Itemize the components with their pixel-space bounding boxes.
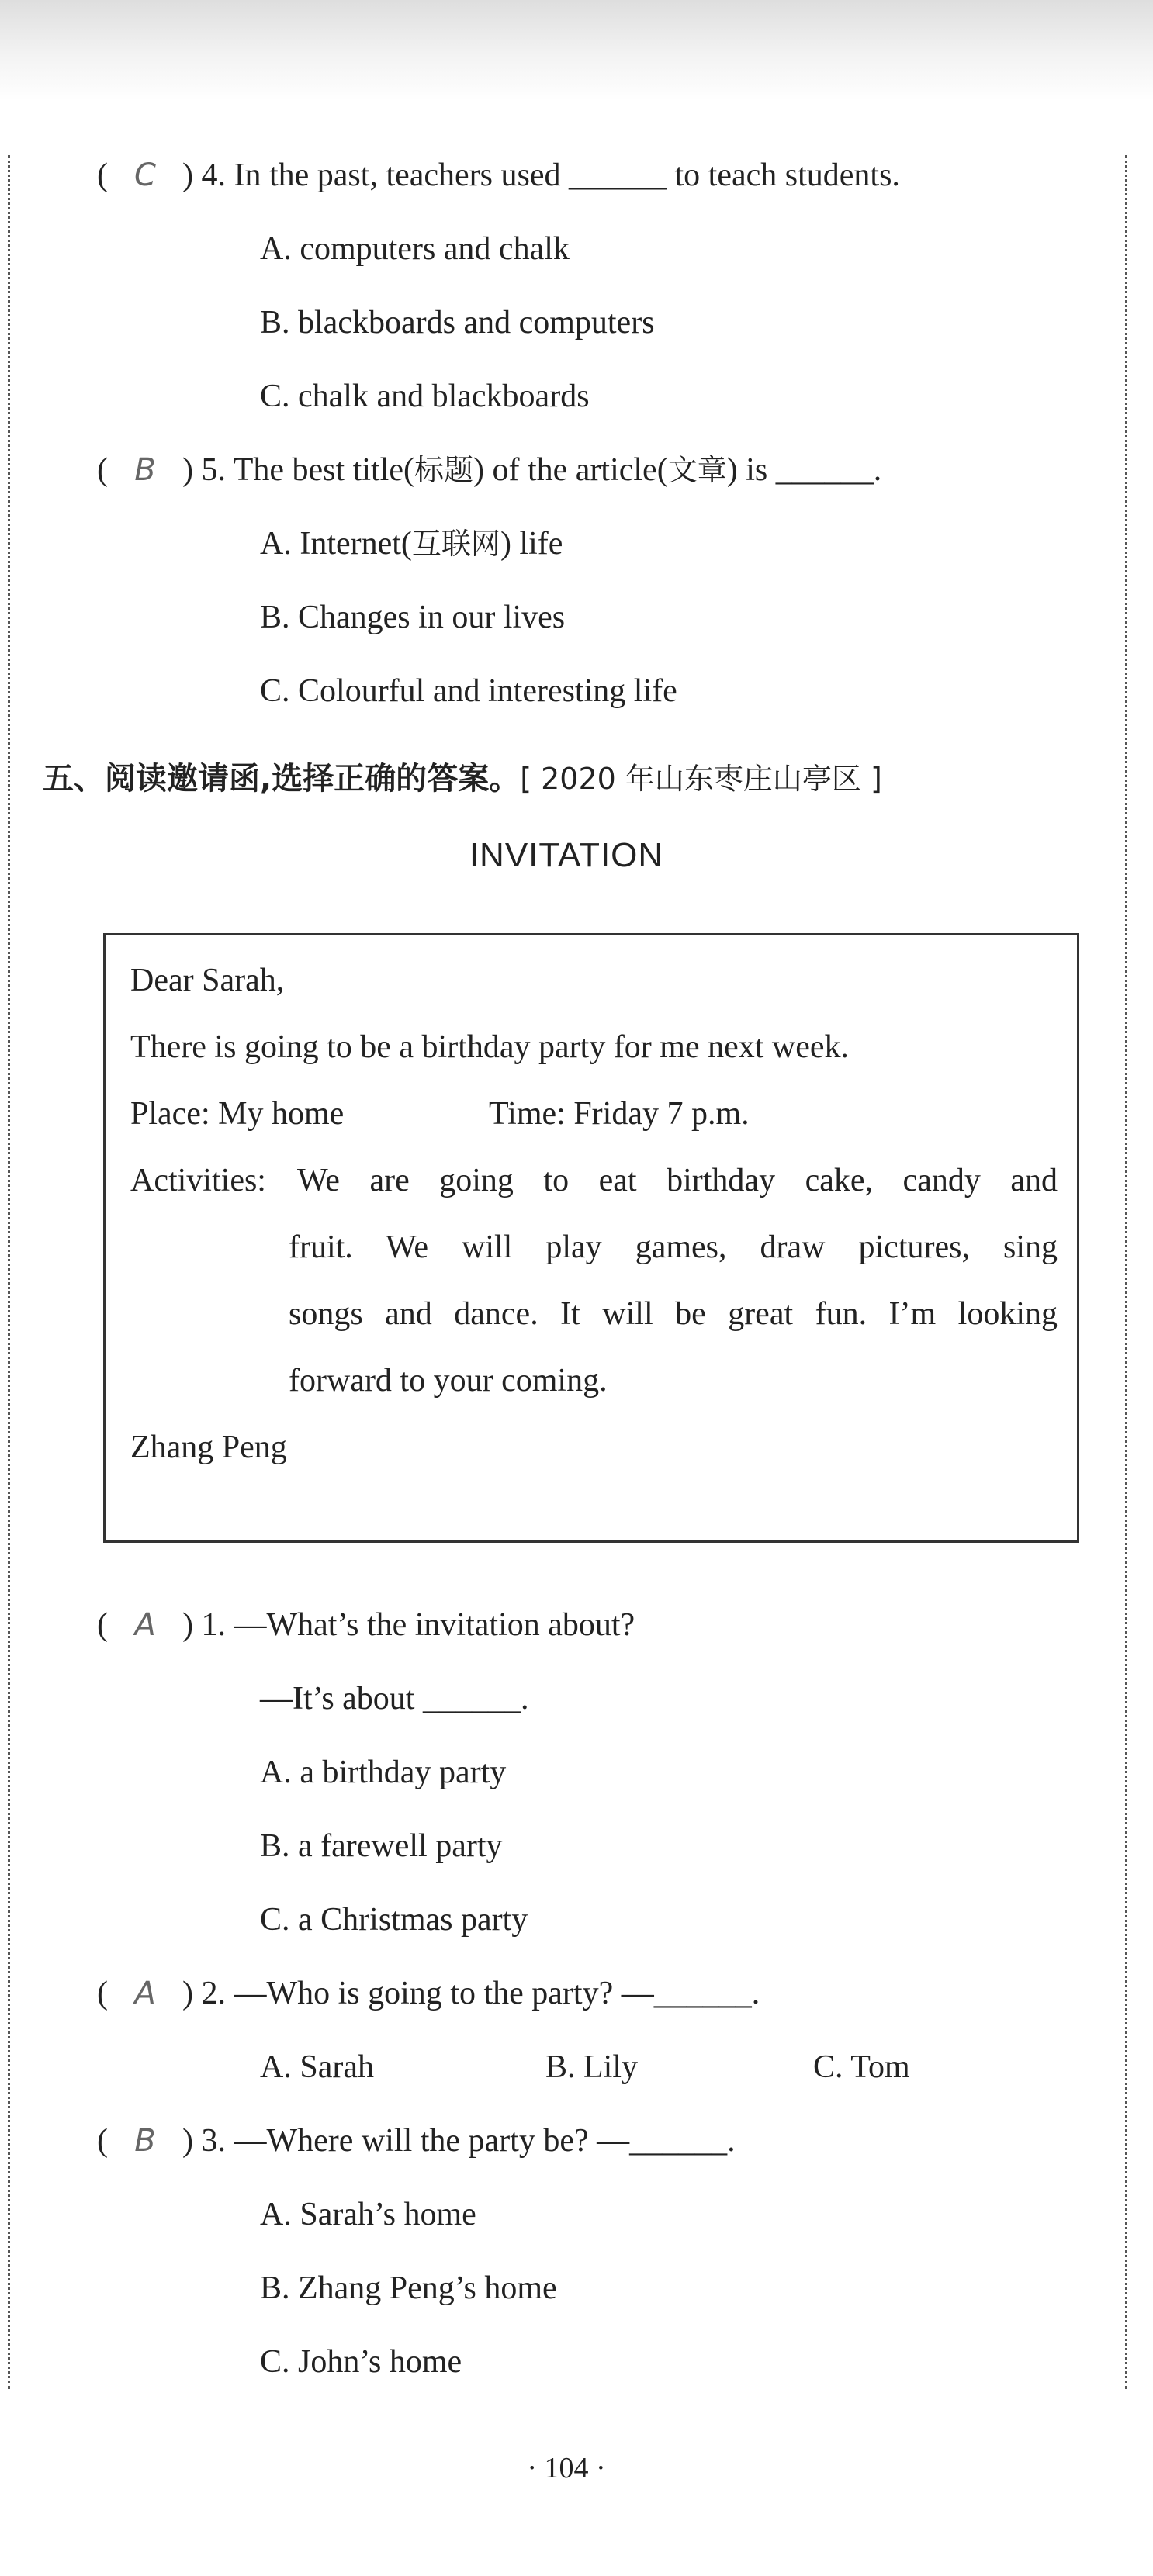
invitation-heading: INVITATION xyxy=(469,836,664,874)
answer-q5: B xyxy=(134,452,156,488)
letter-activities-line-2: fruit. We will play games, draw pictures, sing xyxy=(289,1229,1058,1265)
page-number: · 104 · xyxy=(527,2452,606,2484)
letter-signature: Zhang Peng xyxy=(130,1430,287,1465)
letter-line-1: There is going to be a birthday party for me next week. xyxy=(130,1029,850,1065)
answer-s5-q3: B xyxy=(134,2123,156,2159)
s5-q2-option-c: C. Tom xyxy=(813,2049,910,2085)
q4-option-a: A. computers and chalk xyxy=(260,231,570,267)
letter-activities-label: Activities: xyxy=(130,1163,266,1198)
q5-option-a: A. Internet(互联网) life xyxy=(260,526,563,562)
answer-s5-q2: A xyxy=(134,1976,156,2011)
s5-q1-option-b: B. a farewell party xyxy=(260,1828,503,1864)
letter-activities-line-1: We are going to eat birthday cake, candy and xyxy=(297,1163,1058,1198)
letter-activities-line-4: forward to your coming. xyxy=(289,1363,608,1399)
q5-option-b: B. Changes in our lives xyxy=(260,600,566,635)
question-4: ( C ) 4. In the past, teachers used ______ to teach students. xyxy=(97,157,900,193)
q4-option-c: C. chalk and blackboards xyxy=(260,379,590,414)
s5-question-3: ( B ) 3. —Where will the party be? —______. xyxy=(97,2123,736,2159)
letter-greeting: Dear Sarah, xyxy=(130,963,285,998)
answer-s5-q1: A xyxy=(134,1607,156,1643)
right-dotted-margin xyxy=(1125,155,1127,2389)
answer-q4: C xyxy=(134,157,156,193)
letter-place: Place: My home xyxy=(130,1096,345,1132)
letter-activities-line-3: songs and dance. It will be great fun. I’m looking xyxy=(289,1296,1058,1332)
s5-q1-stem-2: —It’s about ______. xyxy=(260,1681,529,1717)
s5-question-2: ( A ) 2. —Who is going to the party? —______. xyxy=(97,1976,760,2011)
s5-q1-option-c: C. a Christmas party xyxy=(260,1902,528,1938)
q4-option-b: B. blackboards and computers xyxy=(260,305,655,341)
left-dotted-margin xyxy=(8,155,10,2389)
s5-question-1: ( A ) 1. —What’s the invitation about? xyxy=(97,1607,635,1643)
s5-q3-option-c: C. John’s home xyxy=(260,2344,462,2380)
letter-time: Time: Friday 7 p.m. xyxy=(489,1096,750,1132)
s5-q2-option-a: A. Sarah xyxy=(260,2049,374,2085)
question-5: ( B ) 5. The best title(标题) of the article(文章) is ______. xyxy=(97,452,882,488)
q5-option-c: C. Colourful and interesting life xyxy=(260,673,677,709)
s5-q3-option-b: B. Zhang Peng’s home xyxy=(260,2270,557,2306)
scan-shadow xyxy=(0,0,1153,101)
s5-q2-option-b: B. Lily xyxy=(545,2049,639,2085)
s5-q1-option-a: A. a birthday party xyxy=(260,1755,507,1790)
s5-q3-option-a: A. Sarah’s home xyxy=(260,2197,476,2232)
section-5-title: 五、阅读邀请函,选择正确的答案。[ 2020 年山东枣庄山亭区 ] xyxy=(43,761,882,797)
